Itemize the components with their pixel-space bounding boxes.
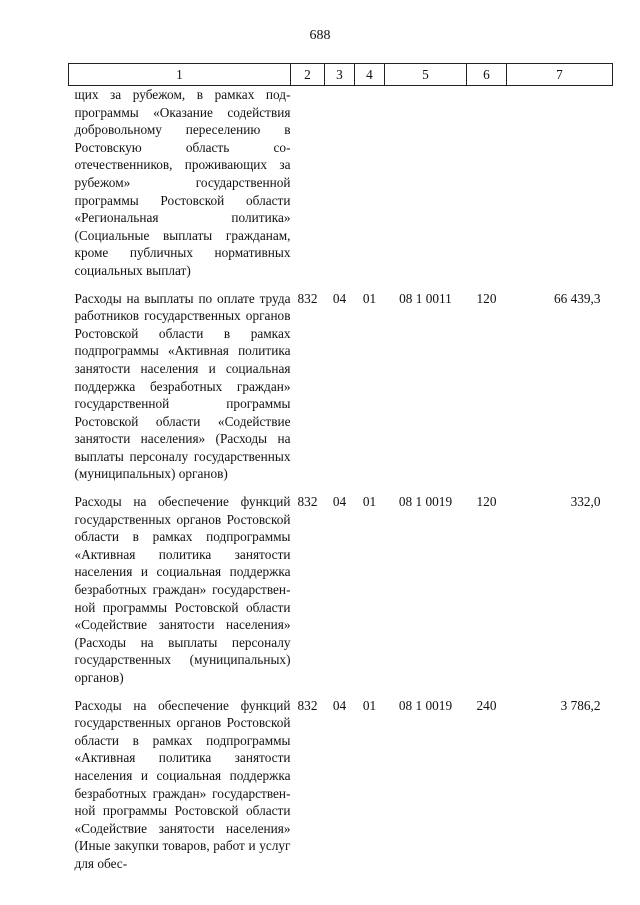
row-expense-type <box>467 86 507 280</box>
row-amount: 332,0 <box>570 494 601 510</box>
row-code-ministry: 832 <box>297 697 318 713</box>
row-description: Расходы на обеспечение функций государственных органов Ростовской области в рамках подпрограммы «Активная политика занятости населения и социальная поддержка безработных граждан» государственной программы Ростовской области «Содействие занятости населения» (Расходы на выплаты персоналу государственных (муниципальных) органов) <box>74 494 291 685</box>
row-code-ministry: 832 <box>297 290 318 306</box>
row-target-article: 08 1 0019 <box>398 697 453 713</box>
row-description: Расходы на обеспечение функций государственных органов Ростовской области в рамках подпрограммы «Активная политика занятости населения и социальная поддержка безработных граждан» государственной программы Ростовской области «Содействие занятости населения» (Иные закупки товаров, работ и услуг для обес- <box>74 697 291 871</box>
row-code-subsection: 01 <box>362 697 377 713</box>
row-amount <box>507 86 613 280</box>
row-code-ministry: 832 <box>297 494 318 510</box>
row-spacer <box>69 687 613 697</box>
row-code-subsection: 01 <box>362 494 377 510</box>
row-expense-type: 120 <box>476 494 497 510</box>
row-amount: 66 439,3 <box>553 290 601 306</box>
row-description: Расходы на выплаты по оплате труда работников государственных органов Ростовской области в рамках подпрограммы «Активная политика занятости населения и социальная поддержка безработных граждан» государственной программы Ростовской области «Содействие занятости населения» (Расходы на выплаты персоналу государственных (муниципальных) органов) <box>74 290 291 482</box>
column-header-5: 5 <box>385 64 467 86</box>
page-number: 688 <box>309 28 331 43</box>
row-code-subsection: 01 <box>362 290 377 306</box>
row-spacer <box>69 280 613 290</box>
column-header-3: 3 <box>325 64 355 86</box>
table-row <box>69 290 613 484</box>
column-header-7: 7 <box>507 64 613 86</box>
column-header-6: 6 <box>467 64 507 86</box>
table-row <box>69 493 613 687</box>
row-code-subsection <box>355 86 385 280</box>
row-target-article <box>385 86 467 280</box>
row-amount: 3 786,2 <box>560 697 601 713</box>
budget-table <box>68 63 613 873</box>
column-header-2: 2 <box>291 64 325 86</box>
table-row <box>69 697 613 873</box>
table-row <box>69 86 613 280</box>
row-spacer <box>69 483 613 493</box>
column-header-1: 1 <box>69 64 291 86</box>
row-code-ministry <box>291 86 325 280</box>
row-code-section <box>325 86 355 280</box>
header-row <box>69 64 613 86</box>
column-header-4: 4 <box>355 64 385 86</box>
row-expense-type: 240 <box>476 697 497 713</box>
row-code-section: 04 <box>332 494 347 510</box>
row-code-section: 04 <box>332 697 347 713</box>
row-target-article: 08 1 0019 <box>398 494 453 510</box>
row-code-section: 04 <box>332 290 347 306</box>
row-description: щих за рубежом, в рамках подпрограммы «Оказание содействия добровольному переселению в Ростовскую область соотечественников, проживающих за рубежом» государственной программы Ростовской области «Региональная политика» (Социальные выплаты гражданам, кроме публичных нормативных социальных выплат) <box>74 87 291 278</box>
row-target-article: 08 1 0011 <box>399 290 452 306</box>
row-expense-type: 120 <box>476 290 497 306</box>
